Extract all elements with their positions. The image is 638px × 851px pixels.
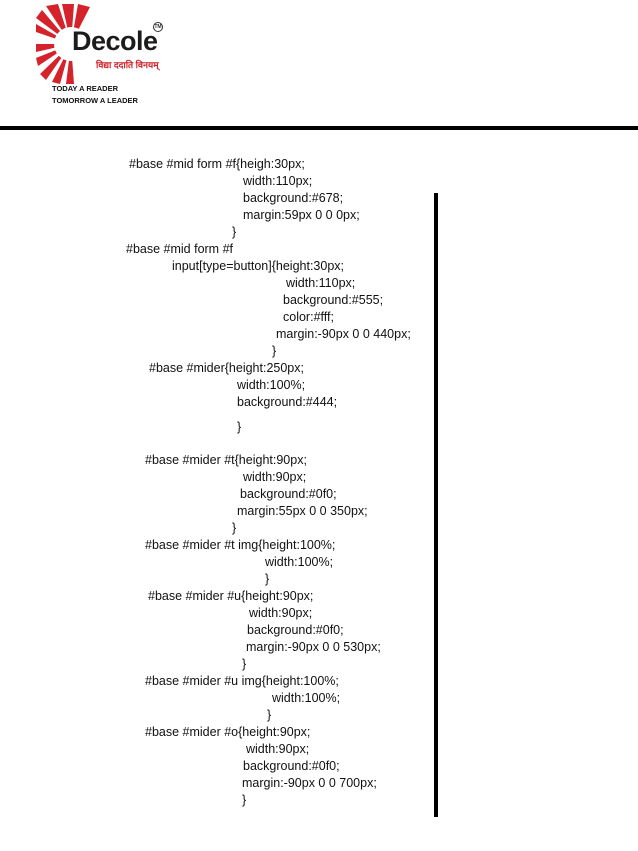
code-line: } <box>242 793 247 807</box>
code-line: #base #mid form #f{heigh:30px; <box>129 157 305 171</box>
code-line: width:100%; <box>237 378 306 392</box>
code-line: } <box>272 344 277 358</box>
code-line: margin:-90px 0 0 440px; <box>276 327 411 341</box>
code-line: width:90px; <box>243 470 307 484</box>
code-line: margin:-90px 0 0 530px; <box>246 640 381 654</box>
code-line: background:#555; <box>283 293 384 307</box>
tagline-line-1: TODAY A READER <box>52 84 118 93</box>
hindi-tagline: विद्या ददाति विनयम् <box>96 60 159 70</box>
code-line: input[type=button]{height:30px; <box>172 259 345 273</box>
code-line: color:#fff; <box>283 310 334 324</box>
code-line: #base #mider #u img{height:100%; <box>145 674 339 688</box>
vertical-rule <box>434 193 438 817</box>
code-line: background:#678; <box>243 191 344 205</box>
code-line: } <box>232 521 237 535</box>
code-line: } <box>237 420 242 434</box>
code-line: width:100%; <box>272 691 341 705</box>
header-divider <box>0 126 638 130</box>
trademark-badge: TM <box>154 24 162 30</box>
code-line: background:#0f0; <box>240 487 337 501</box>
code-line: } <box>232 225 237 239</box>
code-line: margin:55px 0 0 350px; <box>237 504 368 518</box>
code-line: #base #mider #u{height:90px; <box>148 589 314 603</box>
brand-name: Decole <box>72 26 158 56</box>
decole-logo <box>36 4 176 108</box>
code-line: margin:59px 0 0 0px; <box>243 208 360 222</box>
code-line: background:#0f0; <box>247 623 344 637</box>
code-line: background:#0f0; <box>243 759 340 773</box>
code-line: #base #mider #t{height:90px; <box>145 453 307 467</box>
code-line: } <box>242 657 247 671</box>
code-line: width:100%; <box>265 555 334 569</box>
code-line: #base #mider #o{height:90px; <box>145 725 311 739</box>
code-line: width:90px; <box>246 742 310 756</box>
code-line: #base #mider{height:250px; <box>149 361 304 375</box>
code-line: #base #mid form #f <box>126 242 233 256</box>
code-line: background:#444; <box>237 395 338 409</box>
code-line: width:110px; <box>243 174 313 188</box>
code-line: } <box>265 572 270 586</box>
code-line: width:90px; <box>249 606 313 620</box>
tagline-line-2: TOMORROW A LEADER <box>52 96 138 105</box>
code-line: } <box>267 708 272 722</box>
code-line: width:110px; <box>286 276 356 290</box>
code-line: #base #mider #t img{height:100%; <box>145 538 336 552</box>
code-line: margin:-90px 0 0 700px; <box>242 776 377 790</box>
